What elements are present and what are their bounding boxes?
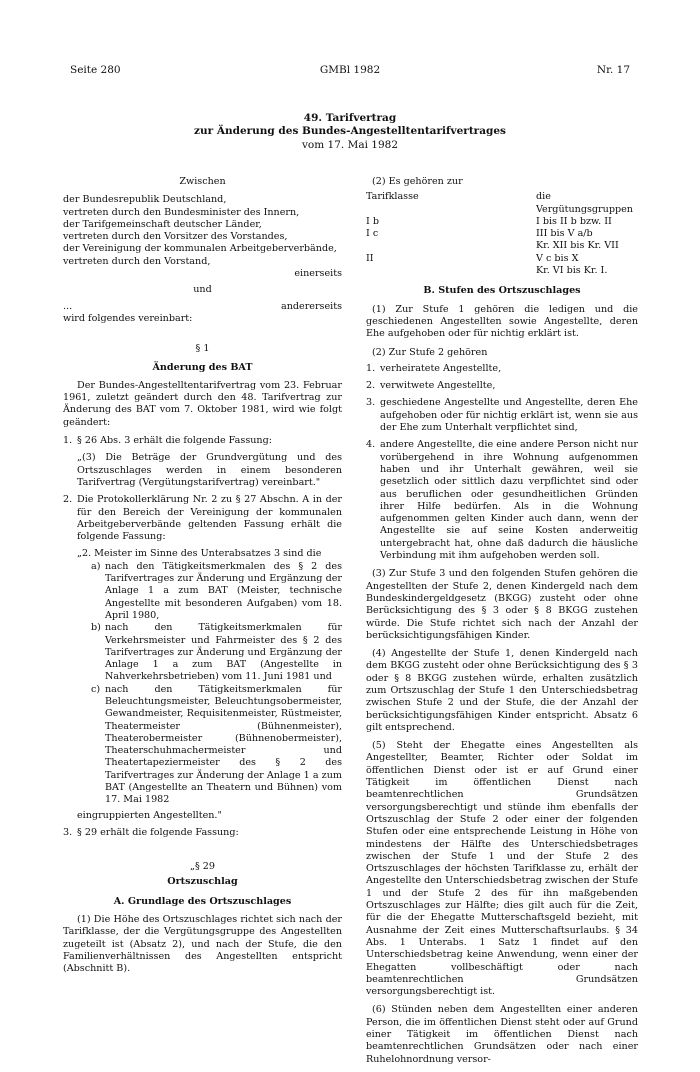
- und-label: und: [193, 284, 212, 296]
- tariff-class-cell: Tarifklasse: [366, 191, 419, 203]
- list-item: [63, 435, 342, 489]
- party-2-row: [63, 301, 342, 313]
- pay-group-cell: V c bis X: [536, 252, 579, 264]
- doc-subtitle: zur Änderung des Bundes-Angestelltentarifvertrages: [194, 125, 506, 137]
- section-29-number: „§ 29: [189, 861, 216, 873]
- sub-item: [91, 684, 342, 807]
- closing-text: eingruppierten Angestellten.": [77, 809, 222, 821]
- tariff-class-cell: [366, 265, 536, 277]
- party-1: [63, 194, 342, 268]
- section-b-heading: B. Stufen des Ortszuschlages: [423, 285, 581, 297]
- paragraph-b6: (6) Stünden neben dem Angestellten einer anderen Person, die im öffentlichen Dienst steht oder auf Grund einer Tätigkeit im öffentlichen Dienst nach beamtenrechtlichen Grundsätzen oder nach einer Ruhelohnordnung versor-: [366, 1004, 638, 1065]
- left-column: [63, 176, 342, 982]
- einerseits-label: einerseits: [294, 268, 342, 280]
- item-text: verheiratete Angestellte,: [380, 362, 502, 374]
- sub-item: [91, 622, 342, 683]
- sub-number: b): [91, 622, 101, 634]
- list-item: [366, 397, 638, 434]
- item-number: 1.: [63, 435, 73, 447]
- tariff-table: [366, 191, 638, 277]
- section-number: § 1: [195, 343, 210, 355]
- item-text: § 26 Abs. 3 erhält die folgende Fassung:: [77, 435, 272, 447]
- party-line: der Bundesrepublik Deutschland,: [63, 194, 227, 206]
- party-line: vertreten durch den Bundesminister des Innern,: [63, 206, 300, 218]
- quoted-text: „(3) Die Beträge der Grundvergütung und des Ortszuschlages werden in einem besonderen Tarifvertrag (Vergütungstarifvertrag) vereinbart.": [77, 452, 342, 488]
- pay-group-cell: Kr. VI bis Kr. I.: [536, 265, 608, 277]
- list-item: [366, 380, 638, 392]
- tariff-class-cell: [366, 240, 536, 252]
- section-29-title: Ortszuschlag: [167, 875, 238, 887]
- pay-group-cell: I bis II b bzw. II: [536, 215, 612, 227]
- tariff-class-cell: II: [366, 252, 374, 264]
- sub-number: c): [91, 683, 101, 695]
- item-number: 2.: [63, 494, 73, 506]
- issue-number: Nr. 17: [596, 64, 630, 76]
- paragraph-b3: (3) Zur Stufe 3 und den folgenden Stufen gehören die Angestellten der Stufe 2, denen Kindergeld nach dem Bundeskindergeldgesetz (BKGG) zusteht oder ohne Berücksichtigung des § 3 oder § 8 BKGG zustehen würde. Die Stufe richtet sich nach der Anzahl der berücksichtigungsfähigen Kinder.: [366, 568, 638, 641]
- vereinbart-text: wird folgendes vereinbart:: [63, 312, 193, 324]
- party-line: vertreten durch den Vorsitzer des Vorstandes,: [63, 231, 288, 243]
- party-placeholder: ...: [63, 300, 73, 312]
- paragraph-a1: (1) Die Höhe des Ortszuschlages richtet sich nach der Tarifklasse, der die Vergütungsgruppe des Angestellten zugeteilt ist (Absatz 2), und nach der Stufe, die den Familienverhältnissen des Angestellten entspricht (Abschnitt B).: [63, 914, 342, 975]
- sub-number: a): [91, 560, 101, 572]
- tariff-class-cell: I b: [366, 215, 379, 227]
- item-text: geschiedene Angestellte und Angestellte, deren Ehe aufgehoben oder für nichtig erklärt ist, wenn sie aus der Ehe zum Unterhalt verpflichtet sind,: [380, 397, 638, 434]
- sub-text: nach den Tätigkeitsmerkmalen für Verkehrsmeister und Fahrmeister des § 2 des Tarifvertrages zur Änderung und Ergänzung der Anlage 1 a zum BAT (Angestellte in Nahverkehrsbetrieben) vom 11. Juni 1981 und: [105, 622, 342, 683]
- section-title: Änderung des BAT: [152, 361, 253, 373]
- item-text: § 29 erhält die folgende Fassung:: [77, 826, 239, 838]
- sub-text: nach den Tätigkeitsmerkmalen für Beleuchtungsmeister, Beleuchtungsobermeister, Gewandmeister, Requisitenmeister, Rüstmeister, Theatermeister (Bühnenmeister), Theaterobermeister (Bühnenobermeister), Theaterschuhmachermeister und Theatertapeziermeister des § 2 des Tarifvertrages zur Änderung der Anlage 1 a zum BAT (Angestellte an Theatern und Bühnen) vom 17. Mai 1982: [105, 683, 342, 806]
- pay-group-cell: Kr. XII bis Kr. VII: [536, 240, 619, 252]
- item-number: 4.: [366, 439, 376, 451]
- list-item: [63, 494, 342, 822]
- list-item: [63, 827, 342, 839]
- list-item: [366, 363, 638, 375]
- sub-item: [91, 561, 342, 622]
- item-text: verwitwete Angestellte,: [380, 380, 496, 392]
- section-a-heading: A. Grundlage des Ortszuschlages: [113, 895, 292, 907]
- party-line: der Vereinigung der kommunalen Arbeitgeberverbände,: [63, 243, 337, 255]
- item-number: 1.: [366, 362, 376, 374]
- quoted-text: „2. Meister im Sinne des Unterabsatzes 3 sind die: [77, 548, 322, 560]
- item-text: Die Protokollerklärung Nr. 2 zu § 27 Abschn. A in der für den Bereich der Vereinigung der kommunalen Arbeitgeberverbände geltenden Fassung erhält die folgende Fassung:: [77, 494, 342, 543]
- page-number: Seite 280: [70, 64, 121, 76]
- party-line: der Tarifgemeinschaft deutscher Länder,: [63, 218, 262, 230]
- doc-date: vom 17. Mai 1982: [301, 139, 398, 151]
- paragraph-b5: (5) Steht der Ehegatte eines Angestellten als Angestellter, Beamter, Richter oder Soldat im öffentlichen Dienst oder ist er auf Grund einer Tätigkeit im öffentlichen Dienst nach beamtenrechtlichen Grundsätzen versorgungsberechtigt und stünde ihm ebenfalls der Ortszuschlag der Stufe 2 oder einer der folgenden Stufen oder eine entsprechende Leistung in Höhe von mindestens der Hälfte des Unterschiedsbetrages zwischen der Stufe 1 und der Stufe 2 des Ortszuschlages der höchsten Tarifklasse zu, erhält der Angestellte den Unterschiedsbetrag zwischen der Stufe 1 und der Stufe 2 des für ihn maßgebenden Ortszuschlages zur Hälfte; dies gilt auch für die Zeit, für die der Ehegatte Mutterschaftsgeld bezieht, mit Ausnahme der Zeit eines Mutterschaftsurlaubs. § 34 Abs. 1 Unterabs. 1 Satz 1 findet auf den Unterschiedsbetrag keine Anwendung, wenn einer der Ehegatten vollbeschäftigt oder nach beamtenrechtlichen Grundsätzen versorgungsberechtigt ist.: [366, 740, 638, 998]
- paragraph-b1: (1) Zur Stufe 1 gehören die ledigen und die geschiedenen Angestellten sowie Angestellte, deren Ehe aufgehoben oder für nichtig erklärt ist.: [366, 303, 638, 340]
- item-number: 2.: [366, 380, 376, 392]
- list-item: [366, 439, 638, 562]
- item-body: [77, 494, 342, 822]
- sub-text: nach den Tätigkeitsmerkmalen des § 2 des Tarifvertrages zur Änderung und Ergänzung der Anlage 1 a zum BAT (Meister, technische Angestellte mit besonderen Aufgaben) vom 18. April 1980,: [105, 560, 342, 621]
- amendment-list: [63, 435, 342, 839]
- paragraph-b2: (2) Zur Stufe 2 gehören: [372, 346, 488, 358]
- item-number: 3.: [366, 397, 376, 409]
- pay-group-cell: III bis V a/b: [536, 228, 593, 240]
- right-column: [366, 176, 638, 1072]
- tariff-class-cell: I c: [366, 228, 379, 240]
- intro-paragraph: Der Bundes-Angestelltentarifvertrag vom 23. Februar 1961, zuletzt geändert durch den 48. Tarifvertrag zur Änderung des BAT vom 7. Oktober 1981, wird wie folgt geändert:: [63, 379, 342, 428]
- pay-group-cell: die Vergütungsgruppen: [536, 191, 633, 215]
- sub-list: [77, 561, 342, 807]
- publication-name: GMBl 1982: [319, 64, 381, 76]
- paragraph-b4: (4) Angestellte der Stufe 1, denen Kindergeld nach dem BKGG zusteht oder ohne Berücksichtigung des § 3 oder § 8 BKGG zustehen würde, erhalten zusätzlich zum Ortszuschlag der Stufe 1 den Unterschiedsbetrag zwischen Stufe 2 und der Stufe, die der Anzahl der berücksichtigungsfähigen Kinder entspricht. Absatz 6 gilt entsprechend.: [366, 648, 638, 733]
- andererseits-label: andererseits: [280, 300, 342, 312]
- doc-title: 49. Tarifvertrag: [303, 112, 397, 124]
- zwischen-label: Zwischen: [179, 176, 226, 187]
- item-number: 3.: [63, 826, 73, 838]
- paragraph-2: (2) Es gehören zur: [372, 176, 463, 187]
- party-line: vertreten durch den Vorstand,: [63, 255, 211, 267]
- item-text: andere Angestellte, die eine andere Person nicht nur vorübergehend in ihre Wohnung aufgenommen haben und ihr Unterhalt gewähren, weil sie gesetzlich oder sittlich dazu verpflichtet sind oder aus beruflichen oder gesundheitlichen Gründen ihrer Hilfe bedürfen. Als in die Wohnung aufgenommen gelten Kinder auch dann, wenn der Angestellte sie auf seine Kosten anderweitig untergebracht hat, ohne daß dadurch die häusliche Verbindung mit ihm aufgehoben werden soll.: [380, 439, 638, 562]
- stufe2-list: [366, 363, 638, 562]
- item-body: [77, 435, 342, 489]
